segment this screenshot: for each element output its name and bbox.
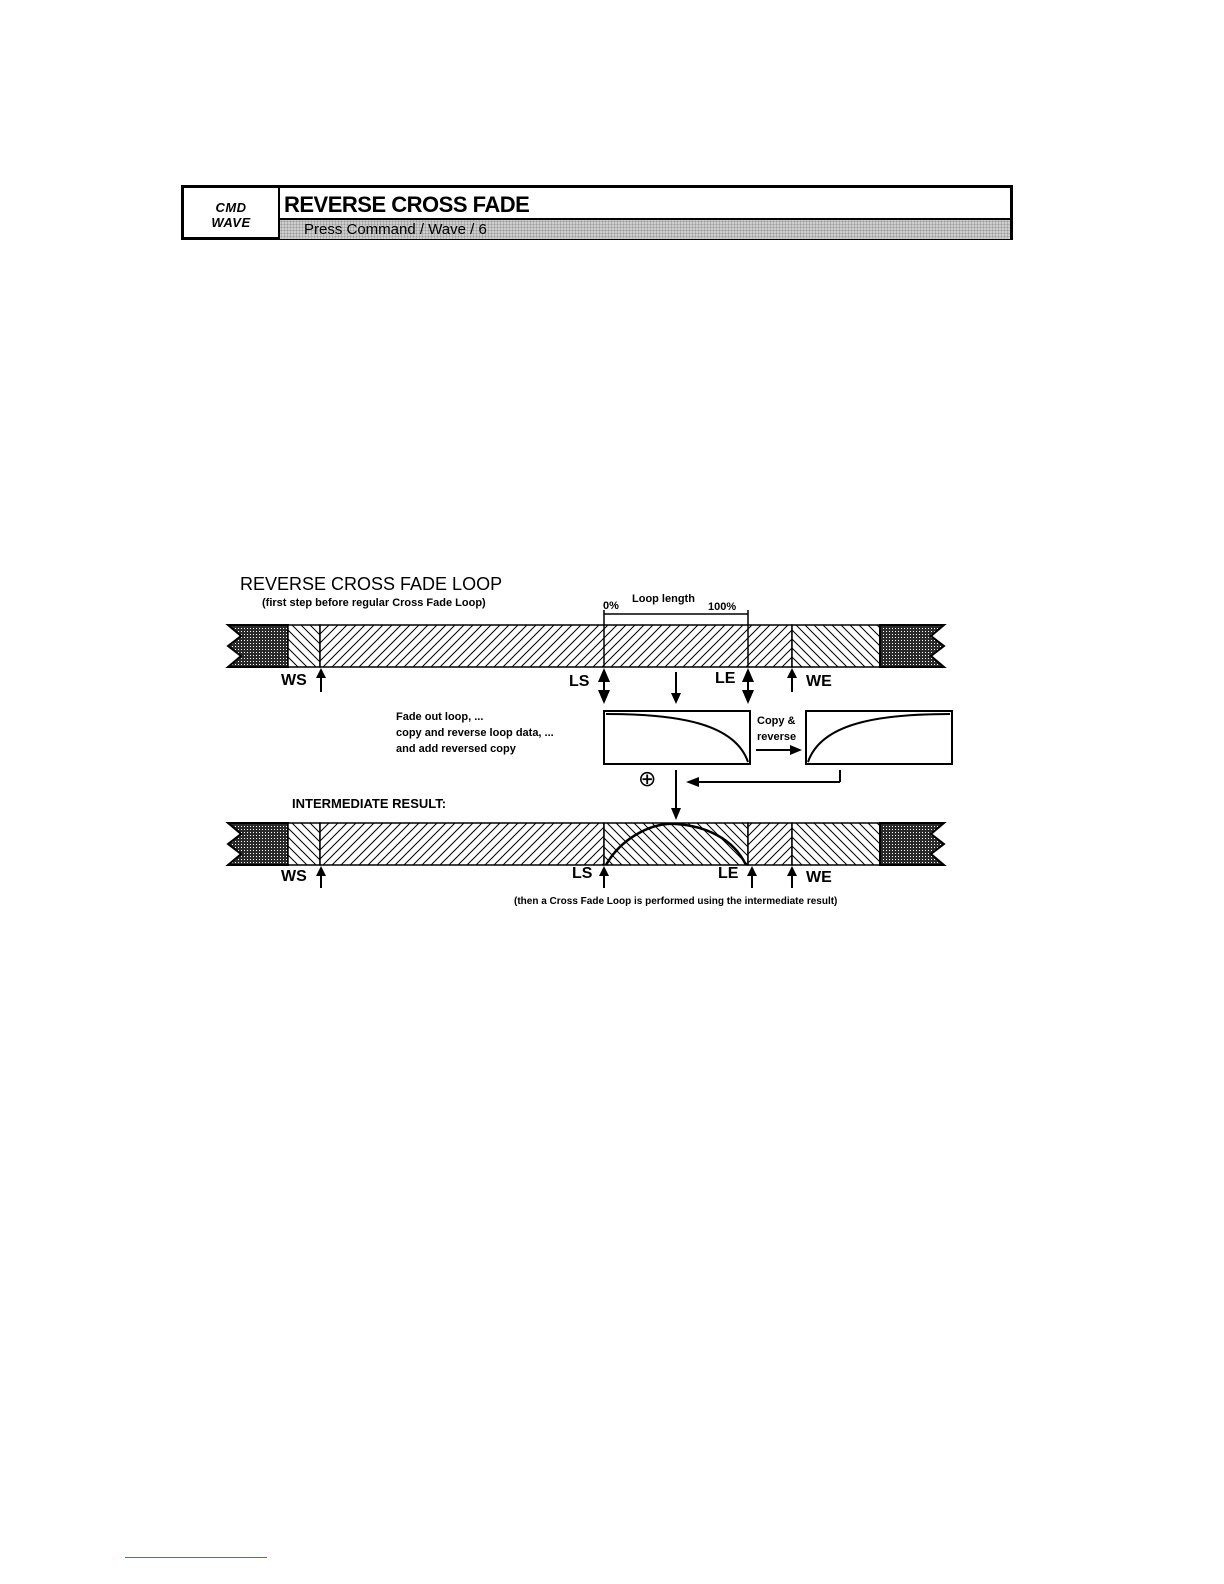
ws-marker-arrow — [316, 668, 326, 692]
le-label: LE — [715, 670, 736, 687]
post-we-region-lower — [792, 823, 880, 865]
intermediate-result-label: INTERMEDIATE RESULT: — [292, 796, 447, 811]
left-outside-region — [228, 625, 288, 667]
post-we-region — [792, 625, 880, 667]
step-add-copy: and add reversed copy — [396, 743, 516, 755]
step-fade-out: Fade out loop, ... — [396, 711, 484, 723]
ls-label-lower: LS — [572, 865, 593, 882]
cross-fade-note: (then a Cross Fade Loop is performed using the intermediate result) — [514, 896, 838, 907]
ls-marker-arrow-lower — [599, 866, 609, 888]
key-sequence-text: Press Command / Wave / 6 — [304, 221, 487, 238]
we-label: WE — [806, 673, 832, 690]
ws-to-we-region — [320, 625, 792, 667]
right-outside-region-lower — [880, 823, 944, 865]
copy-reverse-label-1: Copy & — [757, 715, 796, 727]
upper-waveform-bar — [228, 625, 944, 667]
diagram-subtitle: (first step before regular Cross Fade Loop) — [262, 597, 486, 609]
command-category — [184, 188, 280, 237]
command-header-box — [181, 185, 1013, 240]
we-marker-arrow-lower — [787, 866, 797, 888]
ws-marker-arrow-lower — [316, 866, 326, 888]
copy-reverse-label-2: reverse — [757, 731, 797, 743]
copy-reverse-arrow — [756, 745, 802, 755]
intermediate-waveform-bar — [228, 823, 944, 865]
intermediate-curve — [606, 824, 746, 865]
step-copy-reverse: copy and reverse loop data, ... — [396, 727, 554, 739]
add-symbol: ⊕ — [638, 766, 657, 791]
ls-label: LS — [569, 673, 590, 690]
add-feedback-arrow — [686, 770, 840, 787]
fade-out-box — [604, 711, 750, 764]
fade-in-curve — [808, 714, 950, 762]
ws-to-ls-region-lower — [320, 823, 604, 865]
reversed-copy-box — [806, 711, 952, 764]
pre-ws-region — [288, 625, 320, 667]
left-outside-region-lower — [228, 823, 288, 865]
diagram-title: REVERSE CROSS FADE LOOP — [240, 574, 503, 594]
category-line-2: WAVE — [211, 215, 251, 230]
ws-label: WS — [281, 672, 307, 689]
result-down-arrow — [671, 770, 681, 820]
loop-region-lower — [604, 823, 748, 865]
key-sequence-bar — [280, 218, 1010, 239]
loop-length-label: Loop length — [632, 593, 695, 605]
ws-label-lower: WS — [281, 868, 307, 885]
pre-ws-region-lower — [288, 823, 320, 865]
ls-marker-arrow — [598, 668, 610, 704]
right-outside-region — [880, 625, 944, 667]
le-to-we-region-lower — [748, 823, 792, 865]
category-line-1: CMD — [215, 200, 247, 215]
loop-start-percent: 0% — [603, 600, 619, 612]
le-label-lower: LE — [718, 865, 739, 882]
fade-out-curve — [606, 714, 748, 762]
page-title: REVERSE CROSS FADE — [284, 192, 530, 217]
we-marker-arrow — [787, 668, 797, 692]
footer-link-underline[interactable] — [125, 1557, 267, 1558]
le-marker-arrow-lower — [747, 866, 757, 888]
loop-down-arrow — [671, 672, 681, 704]
we-label-lower: WE — [806, 869, 832, 886]
loop-end-percent: 100% — [708, 601, 737, 613]
le-marker-arrow — [742, 668, 754, 704]
